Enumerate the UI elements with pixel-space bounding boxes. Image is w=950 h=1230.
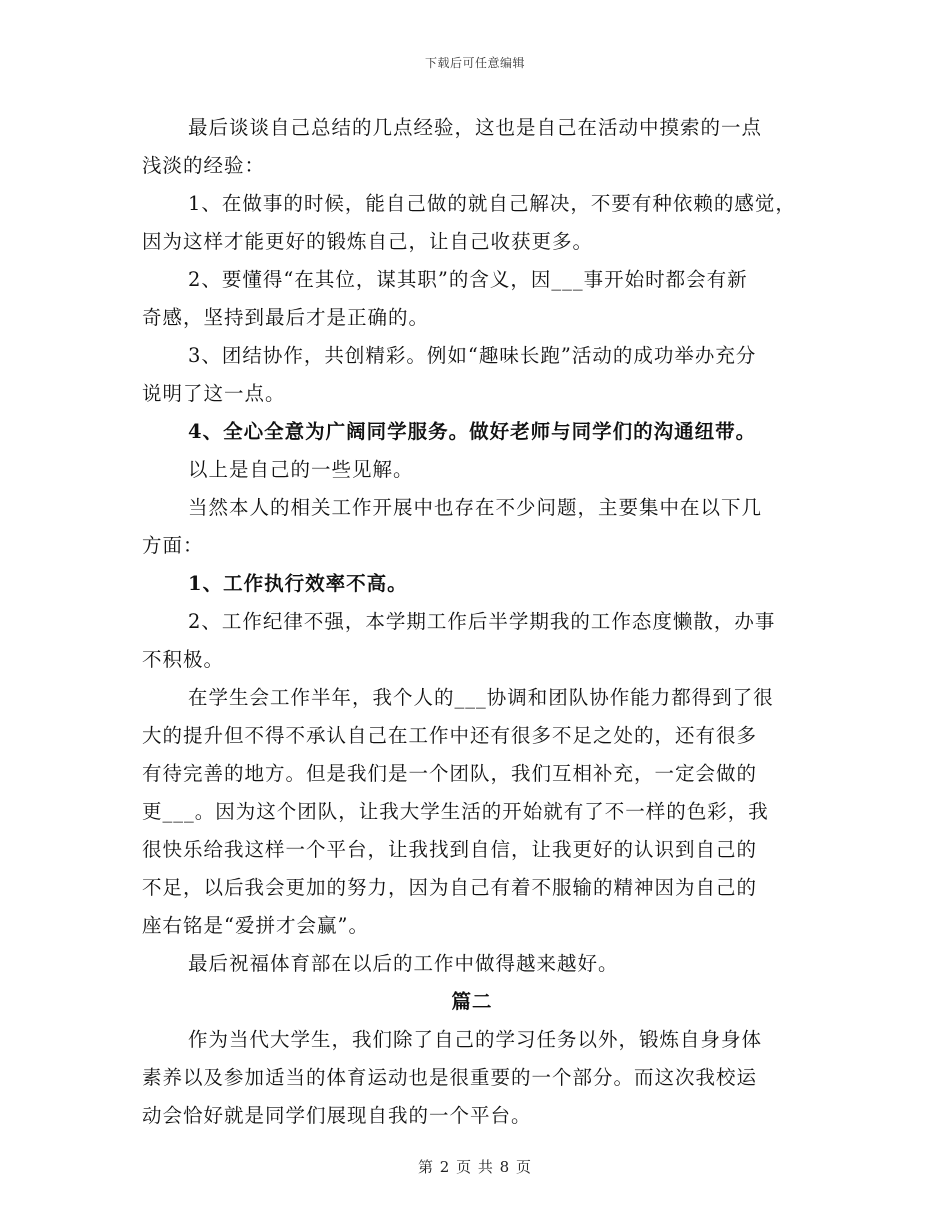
- page-number: 第 2 页 共 8 页: [418, 1158, 532, 1176]
- list-item: 1、在做事的时候，能自己做的就自己解决，不要有种依赖的感觉，: [188, 192, 796, 215]
- list-item-bold: 1、工作执行效率不高。: [188, 572, 408, 595]
- body-line: 动会恰好就是同学们展现自我的一个平台。: [142, 1104, 532, 1127]
- body-line: 奇感，坚持到最后才是正确的。: [142, 306, 430, 329]
- body-line: 在学生会工作半年，我个人的___协调和团队协作能力都得到了很: [188, 686, 774, 709]
- section-heading: 篇二: [451, 990, 493, 1013]
- body-line: 不足，以后我会更加的努力，因为自己有着不服输的精神因为自己的: [142, 876, 758, 899]
- body-line: 作为当代大学生，我们除了自己的学习任务以外，锻炼自身身体: [188, 1028, 763, 1051]
- body-line: 很快乐给我这样一个平台，让我找到自信，让我更好的认识到自己的: [142, 838, 758, 861]
- body-line: 因为这样才能更好的锻炼自己，让自己收获更多。: [142, 230, 594, 253]
- page-header: 下载后可任意编辑: [424, 56, 525, 70]
- body-line: 大的提升但不得不承认自己在工作中还有很多不足之处的，还有很多: [142, 724, 758, 747]
- body-line: 以上是自己的一些见解。: [188, 458, 414, 481]
- body-line: 当然本人的相关工作开展中也存在不少问题，主要集中在以下几: [188, 496, 763, 519]
- body-line: 座右铭是“爱拼才会赢”。: [142, 914, 369, 937]
- list-item: 2、要懂得“在其位，谋其职”的含义，因___事开始时都会有新: [188, 268, 748, 291]
- list-item-bold: 4、全心全意为广阔同学服务。做好老师与同学们的沟通纽带。: [188, 420, 757, 443]
- body-line: 最后祝福体育部在以后的工作中做得越来越好。: [188, 952, 619, 975]
- body-line: 素养以及参加适当的体育运动也是很重要的一个部分。而这次我校运: [142, 1066, 758, 1089]
- list-item: 2、工作纪律不强，本学期工作后半学期我的工作态度懒散，办事: [188, 610, 776, 633]
- body-line: 不积极。: [142, 648, 225, 671]
- body-line: 有待完善的地方。但是我们是一个团队，我们互相补充，一定会做的: [142, 762, 758, 785]
- body-line: 更___。因为这个团队，让我大学生活的开始就有了不一样的色彩，我: [142, 800, 769, 823]
- body-line: 浅淡的经验：: [142, 154, 266, 177]
- body-line: 最后谈谈自己总结的几点经验，这也是自己在活动中摸索的一点: [188, 116, 763, 139]
- body-line: 说明了这一点。: [142, 382, 286, 405]
- list-item: 3、团结协作，共创精彩。例如“趣味长跑”活动的成功举办充分: [188, 344, 757, 367]
- body-line: 方面：: [142, 534, 204, 557]
- document-body: [142, 109, 802, 1135]
